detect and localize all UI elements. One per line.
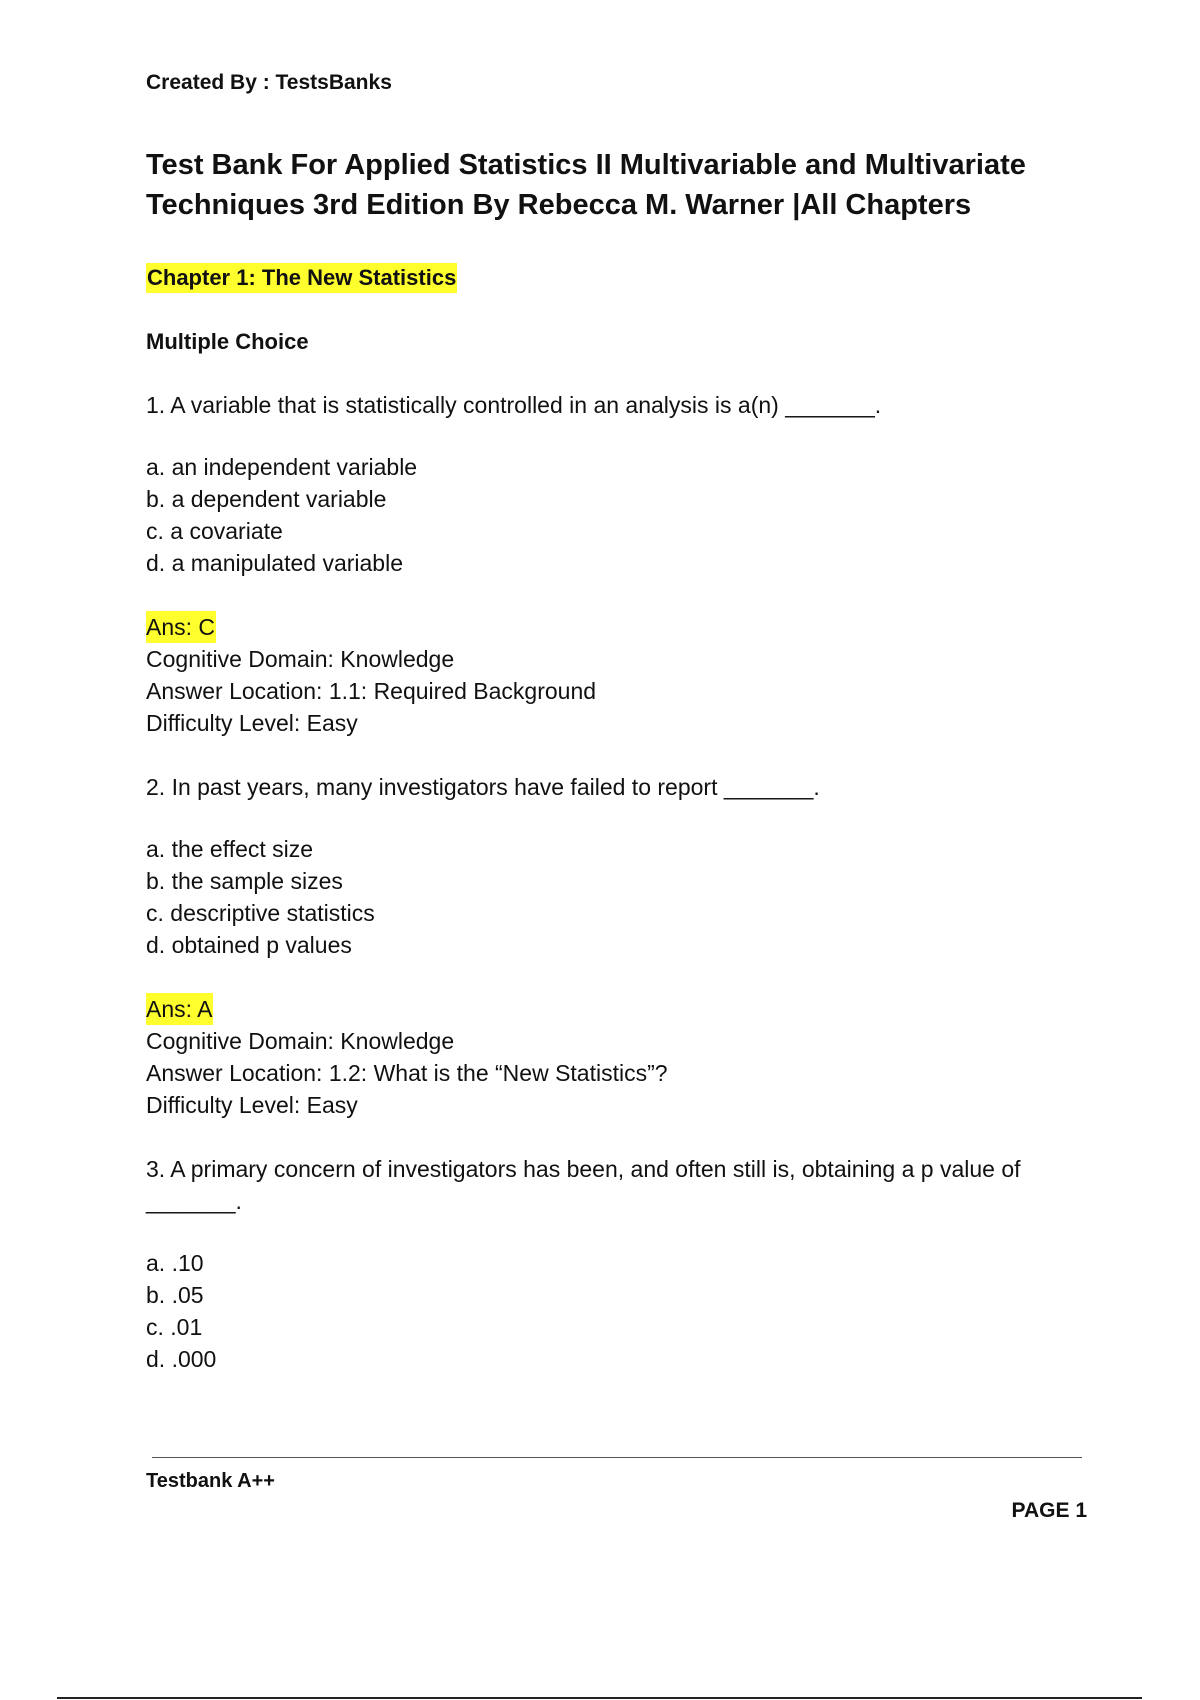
answer-location: Answer Location: 1.2: What is the “New Statistics”? — [146, 1060, 668, 1087]
options-list — [146, 1247, 1086, 1375]
question-text: 2. In past years, many investigators have failed to report _______. — [146, 774, 820, 801]
question-text: 3. A primary concern of investigators has been, and often still is, obtaining a p value of _______. — [146, 1156, 1021, 1215]
page-bottom-divider — [57, 1697, 1142, 1699]
option-d: d. obtained p values — [146, 932, 352, 959]
created-by: Created By : TestsBanks — [146, 71, 392, 94]
difficulty-level: Difficulty Level: Easy — [146, 1092, 358, 1119]
option-c: c. a covariate — [146, 518, 283, 545]
answer-label: Ans: C — [146, 611, 216, 643]
question-2 — [146, 771, 1086, 1121]
page-number: PAGE 1 — [1011, 1499, 1087, 1522]
option-a: a. an independent variable — [146, 454, 418, 481]
option-d: d. a manipulated variable — [146, 550, 403, 577]
question-3 — [146, 1153, 1086, 1375]
option-d: d. .000 — [146, 1346, 217, 1373]
option-a: a. the effect size — [146, 836, 314, 863]
question-text: 1. A variable that is statistically controlled in an analysis is a(n) _______. — [146, 392, 882, 419]
question-1 — [146, 389, 1086, 739]
document-title: Test Bank For Applied Statistics II Multivariable and Multivariate Techniques 3rd Edition By Rebecca M. Warner |All Chapters — [146, 149, 1026, 222]
cognitive-domain: Cognitive Domain: Knowledge — [146, 1028, 455, 1055]
chapter-heading: Chapter 1: The New Statistics — [146, 263, 457, 293]
option-b: b. a dependent variable — [146, 486, 387, 513]
answer-label: Ans: A — [146, 993, 213, 1025]
footer-divider — [152, 1457, 1082, 1458]
footer-brand: Testbank A++ — [146, 1470, 275, 1492]
option-a: a. .10 — [146, 1250, 204, 1277]
option-c: c. .01 — [146, 1314, 203, 1341]
options-list — [146, 833, 1086, 961]
cognitive-domain: Cognitive Domain: Knowledge — [146, 646, 455, 673]
answer-location: Answer Location: 1.1: Required Background — [146, 678, 597, 705]
section-heading: Multiple Choice — [146, 329, 309, 355]
option-c: c. descriptive statistics — [146, 900, 375, 927]
document-page — [146, 70, 1086, 1375]
options-list — [146, 451, 1086, 579]
option-b: b. .05 — [146, 1282, 204, 1309]
option-b: b. the sample sizes — [146, 868, 343, 895]
difficulty-level: Difficulty Level: Easy — [146, 710, 358, 737]
